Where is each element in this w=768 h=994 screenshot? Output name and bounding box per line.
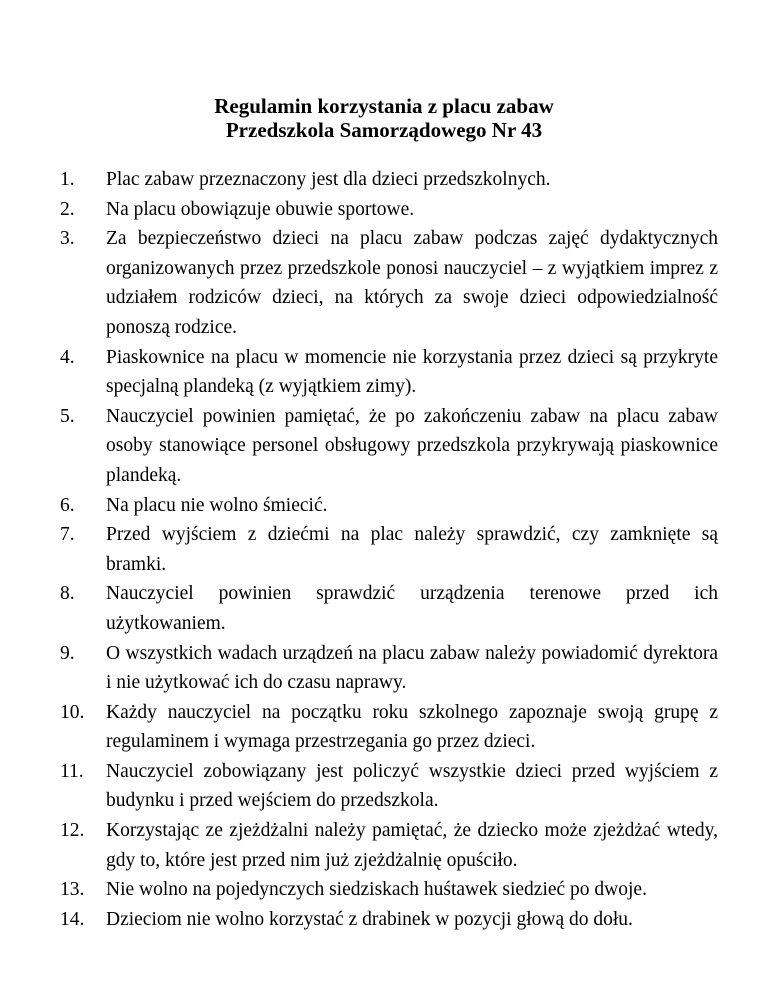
rule-text: Plac zabaw przeznaczony jest dla dzieci przedszkolnych. bbox=[106, 169, 551, 190]
rule-text: Piaskownice na placu w momencie nie korzystania przez dzieci są przykryte specjalną plandeką (z wyjątkiem zimy). bbox=[106, 346, 718, 398]
rule-item-12 bbox=[60, 816, 718, 875]
rule-number: 13. bbox=[60, 879, 85, 901]
document-title-line1: Regulamin korzystania z placu zabaw bbox=[214, 94, 554, 118]
rule-item-2 bbox=[60, 195, 718, 225]
rule-text: Nauczyciel zobowiązany jest policzyć wszystkie dzieci przed wyjściem z budynku i przed wejściem do przedszkola. bbox=[106, 760, 718, 812]
rule-text: Za bezpieczeństwo dzieci na placu zabaw podczas zajęć dydaktycznych organizowanych przez przedszkole ponosi nauczyciel – z wyjątkiem imprez z udziałem rodziców dzieci, na których za swoje dzieci odpowiedzialność ponoszą rodzice. bbox=[106, 228, 718, 338]
rule-text: Dzieciom nie wolno korzystać z drabinek w pozycji głową do dołu. bbox=[106, 908, 633, 930]
rule-text: Nie wolno na pojedynczych siedziskach huśtawek siedzieć po dwoje. bbox=[106, 879, 647, 901]
rule-number: 1. bbox=[60, 169, 75, 190]
rule-text: Nauczyciel powinien pamiętać, że po zakończeniu zabaw na placu zabaw osoby stanowiące personel obsługowy przedszkola przykrywają piaskownice plandeką. bbox=[106, 405, 718, 486]
rule-item-10 bbox=[60, 698, 718, 757]
rule-item-9 bbox=[60, 639, 718, 698]
rule-text: Nauczyciel powinien sprawdzić urządzenia terenowe przed ich użytkowaniem. bbox=[106, 583, 718, 634]
rule-item-4 bbox=[60, 343, 718, 402]
rule-text: Przed wyjściem z dziećmi na plac należy sprawdzić, czy zamknięte są bramki. bbox=[106, 524, 718, 575]
rule-number: 14. bbox=[60, 908, 85, 930]
rule-number: 12. bbox=[60, 820, 85, 842]
rule-number: 6. bbox=[60, 494, 75, 516]
rule-text: Na placu nie wolno śmiecić. bbox=[106, 494, 328, 516]
document-title-line2: Przedszkola Samorządowego Nr 43 bbox=[225, 118, 543, 142]
rule-number: 5. bbox=[60, 405, 75, 427]
rule-number: 9. bbox=[60, 642, 75, 664]
rule-item-3 bbox=[60, 224, 718, 342]
rule-item-8 bbox=[60, 579, 718, 638]
rule-text: Na placu obowiązuje obuwie sportowe. bbox=[106, 198, 415, 220]
rule-item-1 bbox=[60, 165, 718, 195]
rule-number: 11. bbox=[60, 760, 84, 782]
rule-text: Korzystając ze zjeżdżalni należy pamiętać, że dziecko może zjeżdżać wtedy, gdy to, które jest przed nim już zjeżdżalnię opuściło. bbox=[106, 820, 718, 871]
rule-text: Każdy nauczyciel na początku roku szkolnego zapoznaje swoją grupę z regulaminem i wymaga przestrzegania go przez dzieci. bbox=[106, 701, 718, 753]
rule-text: O wszystkich wadach urządzeń na placu zabaw należy powiadomić dyrektora i nie użytkować ich do czasu naprawy. bbox=[106, 642, 718, 694]
rule-number: 3. bbox=[60, 228, 75, 250]
rule-item-5 bbox=[60, 402, 718, 491]
rule-item-14 bbox=[60, 905, 718, 935]
rule-item-7 bbox=[60, 520, 718, 579]
rule-number: 4. bbox=[60, 346, 75, 368]
rule-number: 2. bbox=[60, 198, 75, 220]
rule-number: 8. bbox=[60, 583, 75, 605]
rule-item-13 bbox=[60, 875, 718, 905]
rule-item-6 bbox=[60, 491, 718, 521]
rule-number: 10. bbox=[60, 701, 85, 723]
rule-number: 7. bbox=[60, 524, 75, 546]
rules-list bbox=[60, 165, 718, 934]
rule-item-11 bbox=[60, 757, 718, 816]
